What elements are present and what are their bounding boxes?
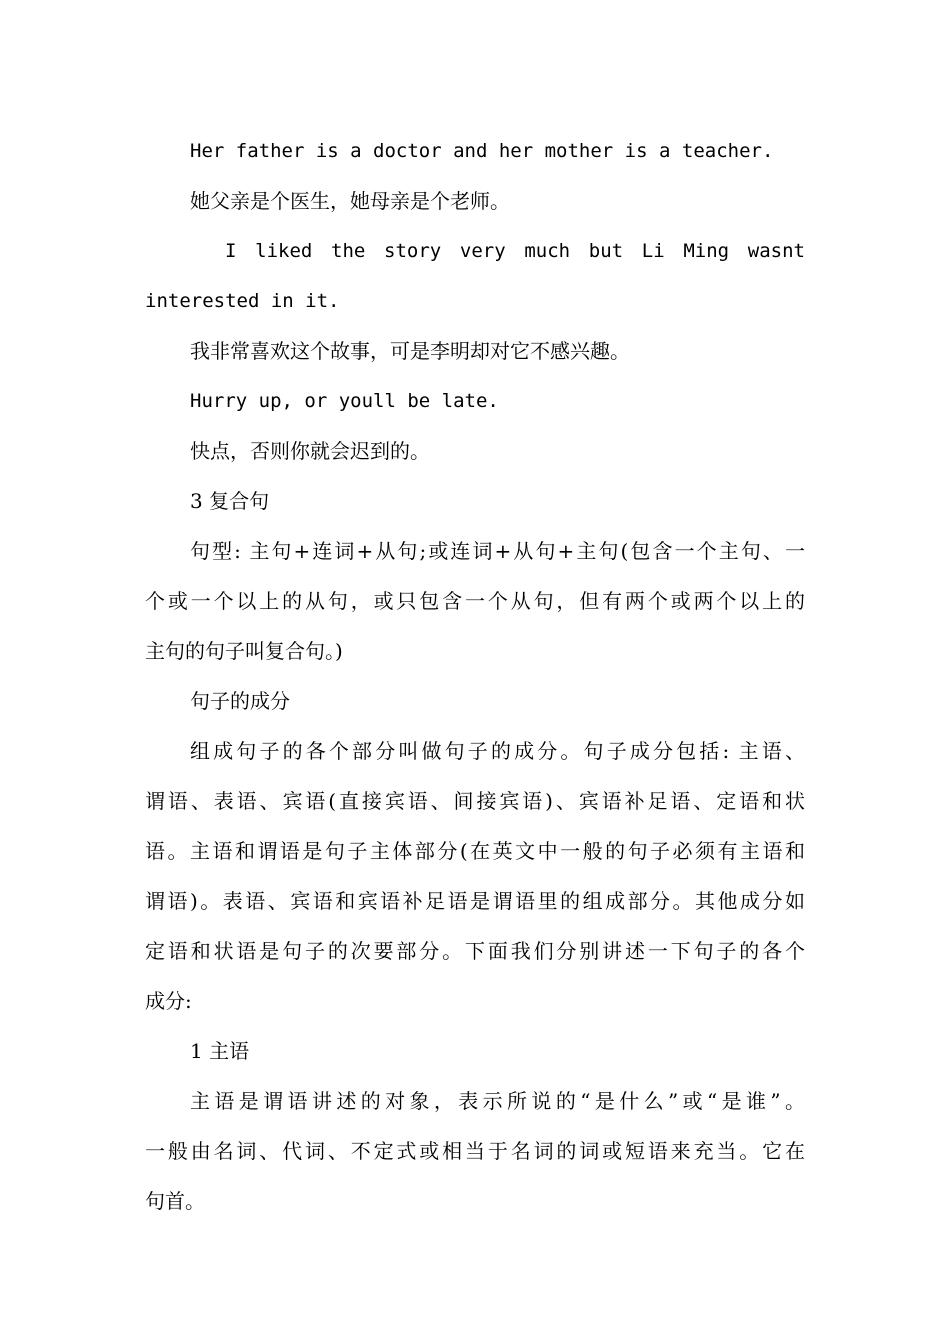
paragraph-subject-line-1: 主语是谓语讲述的对象，表示所说的“是什么”或“是谁”。 <box>190 1089 805 1113</box>
english-sentence-2-line-2: interested in it. <box>145 290 340 312</box>
paragraph-sentence-pattern-line-3: 主句的句子叫复合句。) <box>145 639 343 663</box>
paragraph-sentence-pattern-line-1: 句型: 主句+连词+从句;或连词+从句+主句(包含一个主句、一 <box>190 539 805 563</box>
paragraph-components-line-5: 定语和状语是句子的次要部分。下面我们分别讲述一下句子的各个 <box>145 939 805 963</box>
english-sentence-1: Her father is a doctor and her mother is a teacher. <box>190 140 774 162</box>
paragraph-components-line-6: 成分: <box>145 989 192 1013</box>
chinese-translation-3: 快点，否则你就会迟到的。 <box>190 439 430 463</box>
section-heading-sentence-components: 句子的成分 <box>190 689 290 713</box>
section-heading-compound-sentence: 3 复合句 <box>190 489 270 513</box>
chinese-translation-2: 我非常喜欢这个故事，可是李明却对它不感兴趣。 <box>190 339 630 363</box>
english-sentence-2-line-1: I liked the story very much but Li Ming wasnt <box>225 240 805 262</box>
paragraph-components-line-1: 组成句子的各个部分叫做句子的成分。句子成分包括: 主语、 <box>190 739 805 763</box>
paragraph-subject-line-3: 句首。 <box>145 1189 205 1213</box>
section-heading-subject: 1 主语 <box>190 1039 250 1063</box>
paragraph-sentence-pattern-line-2: 个或一个以上的从句，或只包含一个从句，但有两个或两个以上的 <box>145 589 805 613</box>
paragraph-components-line-2: 谓语、表语、宾语(直接宾语、间接宾语)、宾语补足语、定语和状 <box>145 789 805 813</box>
paragraph-components-line-3: 语。主语和谓语是句子主体部分(在英文中一般的句子必须有主语和 <box>145 839 805 863</box>
paragraph-subject-line-2: 一般由名词、代词、不定式或相当于名词的词或短语来充当。它在 <box>145 1139 805 1163</box>
chinese-translation-1: 她父亲是个医生，她母亲是个老师。 <box>190 189 510 213</box>
english-sentence-3: Hurry up, or youll be late. <box>190 390 499 412</box>
paragraph-components-line-4: 谓语)。表语、宾语和宾语补足语是谓语里的组成部分。其他成分如 <box>145 889 805 913</box>
